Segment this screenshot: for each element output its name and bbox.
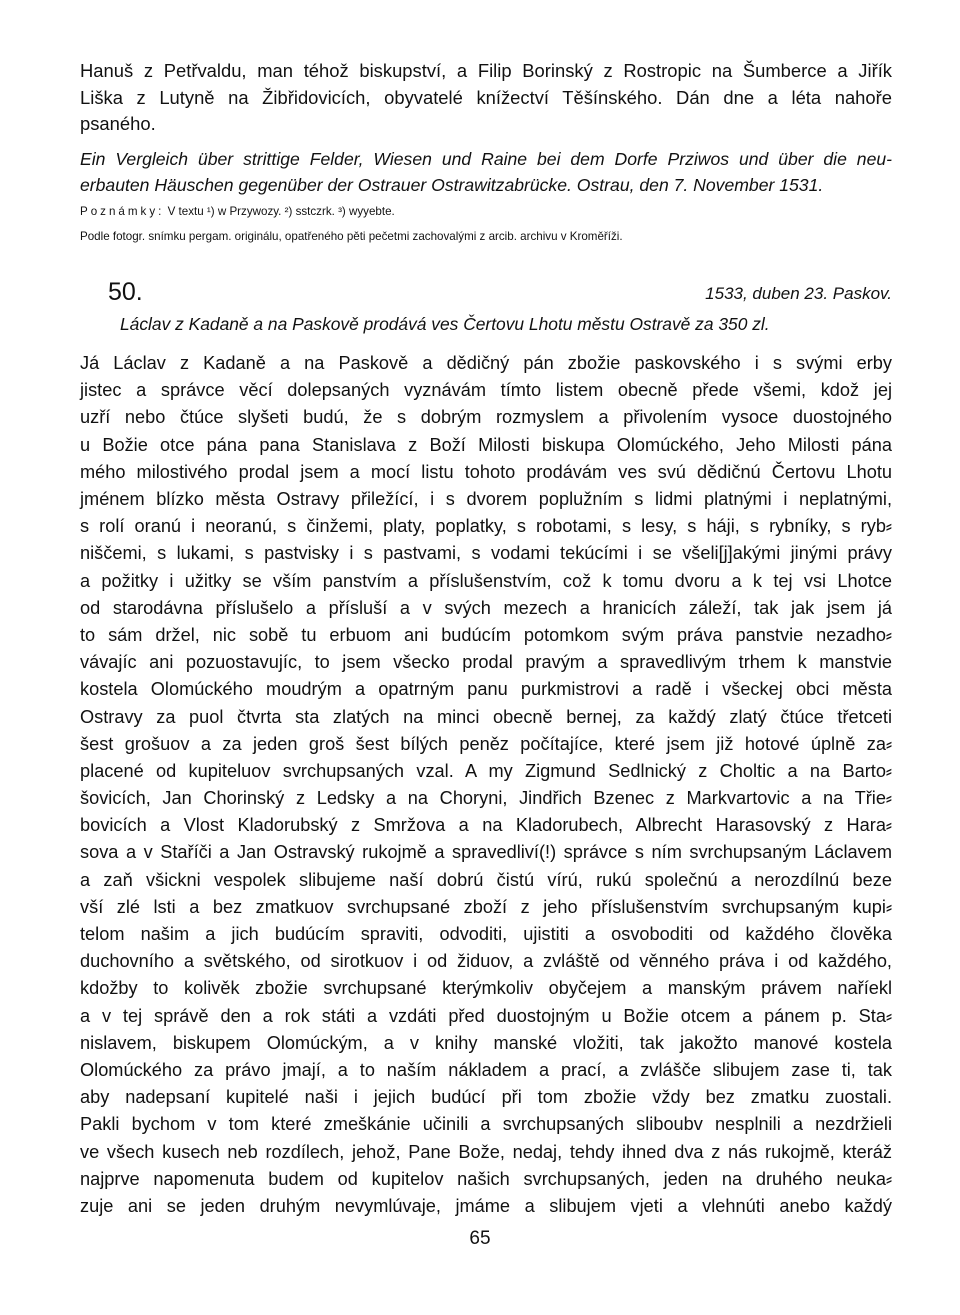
body-line: u Božie otce pána pana Stanislava z Boží Milosti biskupa Olomúckého, Jeho Milosti pána — [80, 434, 892, 455]
document-number: 50. — [108, 278, 143, 307]
document-summary: Láclav z Kadaně a na Paskově prodává ves Čertovu Lhotu městu Ostravě za 350 zl. — [120, 314, 770, 335]
body-line: zuje ani se jeden druhým nevymlúvaje, jmáme a slibujem vjeti a vlehnúti anebo každý — [80, 1195, 892, 1216]
notes-label: Poznámky: — [80, 205, 165, 219]
body-line: od starodávna příslušelo a přísluší a v svých mezech a hranicích záleží, tak jak jsem já — [80, 597, 892, 618]
body-line: a požitky i užitky se vším panstvím a příslušenstvím, což k tomu dvoru a k tej vsi Lhotce — [80, 570, 892, 591]
notes — [80, 204, 892, 220]
notes-text: V textu ¹) w Przywozy. ²) sstczrk. ³) wyyebte. — [167, 205, 395, 219]
german-summary — [80, 146, 892, 198]
body-line: niščemi, s lukami, s pastvisky i s pastvami, s vodami tekúcími i se všeli[j]akými jinými právy — [80, 543, 892, 564]
body-line: vávajíc ani pozuostavujíc, to jsem všecko prodal pravým a spravedlivým trhem k manstvie — [80, 652, 892, 673]
body-line: najprve napomenuta budem od kupitelov našich svrchupsaných, jeden na druhého neuka⸗ — [80, 1168, 892, 1189]
body-line: sova a v Staříči a Jan Ostravský rukojmě a spravedliví(!) správce s ním svrchupsaným Láclavem — [80, 842, 892, 863]
body-line: uzří nebo čtúce slyšeti budú, že s dobrým rozmyslem a přivolením vysoce duostojného — [80, 407, 892, 428]
body-line: s rolí oranú i neoranú, s činžemi, platy, poplatky, s robotami, s lesy, s háji, s rybníky, s ryb⸗ — [80, 516, 892, 537]
document-heading — [80, 277, 892, 307]
intro-line: Liška z Lutyně na Žibřidovicích, obyvatelé knížectví Těšínského. Dán dne a léta nahoře — [80, 86, 892, 108]
document-date-place: 1533, duben 23. Paskov. — [705, 284, 892, 304]
body-line: a v tej správě den a rok státi a vzdáti před duostojným u Božie otcem a pánem p. Sta⸗ — [80, 1005, 892, 1026]
intro-line: Hanuš z Petřvaldu, man téhož biskupství, a Filip Borinský z Rostropic na Šumberce a Jiřík — [80, 60, 892, 81]
body-line: Olomúckého za právo jmají, a to naším nákladem a prací, a zvlášče slibujem zase ti, tak — [80, 1059, 892, 1080]
body-line: duchovního a světského, od sirotkuov i od židuov, a zvláště od věnného práva i od každého, — [80, 951, 892, 972]
body-line: jménem blízko města Ostravy přiležící, i s dvorem poplužním s lidmi platnými i neplatnými, — [80, 489, 892, 509]
body-line: vší zlé lsti a bez zmatkuov svrchupsané zboží z jeho příslušenstvím svrchupsaným kupi⸗ — [80, 896, 892, 917]
body-line: to sám držel, nic sobě tu erbuom ani budúcím potomkom svým práva panstvie nezadho⸗ — [80, 624, 892, 645]
intro-paragraph — [80, 58, 892, 138]
body-line: kostela Olomúckého moudrým a opatrným panu purkmistrovi a radě i všeckej obci města — [80, 679, 892, 700]
body-line: šest grošuov a za jeden groš šest bílých peněz počítajíce, které jsem již hotové úplně za⸗ — [80, 733, 892, 754]
body-line: placené od kupiteluov svrchupsaných vzal. A my Zigmund Sedlnický z Choltic a na Barto⸗ — [80, 760, 892, 781]
body-line: Ostravy za puol čtvrta sta zlatých na minci obecně bernej, za každý zlatý čtúce třetceti — [80, 706, 892, 727]
body-line: šovicích, Jan Chorinský z Ledsky a na Choryni, Jindřich Bzenec z Markvartovic a na Třie⸗ — [80, 788, 892, 809]
page-number: 65 — [469, 1228, 491, 1249]
document-body — [80, 350, 892, 1220]
body-line: Já Láclav z Kadaně a na Paskově a dědičný pán zbožie paskovského i s svými erby — [80, 353, 892, 374]
german-line: Ein Vergleich über strittige Felder, Wiesen und Raine bei dem Dorfe Prziwos und über die neu- — [80, 149, 892, 170]
body-line: a zaň všickni vespolek slibujeme naší dobrú čistú vírú, rukú společnú a nerozdílnú beze — [80, 869, 892, 890]
german-line: erbauten Häuschen gegenüber der Ostrauer Ostrawitzabrücke. Ostrau, den 7. November 1531. — [80, 175, 824, 196]
body-line: ve všech kusech neb rozdílech, jehož, Pane Bože, nedaj, tehdy ihned dva z nás rukojmě, kteráž — [80, 1141, 892, 1162]
body-line: mého milostivého prodal jsem a mocí listu tohoto prodávám ves svú dědičnú Čertovu Lhotu — [80, 461, 892, 482]
body-line: jistec a správce věcí dolepsaných vyznávám tímto listem obecně přede všemi, kdož jej — [80, 380, 892, 401]
document-page — [80, 58, 892, 1220]
body-line: kdožby to kolivěk zbožie svrchupsané kterýmkoliv obyčejem a manským právem naříekl — [80, 978, 892, 999]
body-line: aby nadepsaní kupitelé naši i jejich budúcí při tom zbožie vždy bez zmatku zuostali. — [80, 1087, 892, 1108]
source-note: Podle fotogr. snímku pergam. originálu, opatřeného pěti pečetmi zachovalými z arcib. archivu v Kroměříži. — [80, 230, 623, 244]
body-line: nislavem, biskupem Olomúckým, a v knihy manské vložiti, tak jakožto manové kostela — [80, 1032, 892, 1053]
intro-line: psaného. — [80, 113, 156, 135]
body-line: bovicích a Vlost Kladorubský z Smržova a na Kladorubech, Albrecht Harasovský z Hara⸗ — [80, 815, 892, 836]
body-line: telom našim a jich budúcím spraviti, odvoditi, ujistiti a osvoboditi od každého člověka — [80, 924, 892, 944]
body-line: Pakli bychom v tom které zmeškánie učinili a svrchupsaných sliboubv nesplnili a nezdržieli — [80, 1114, 892, 1135]
